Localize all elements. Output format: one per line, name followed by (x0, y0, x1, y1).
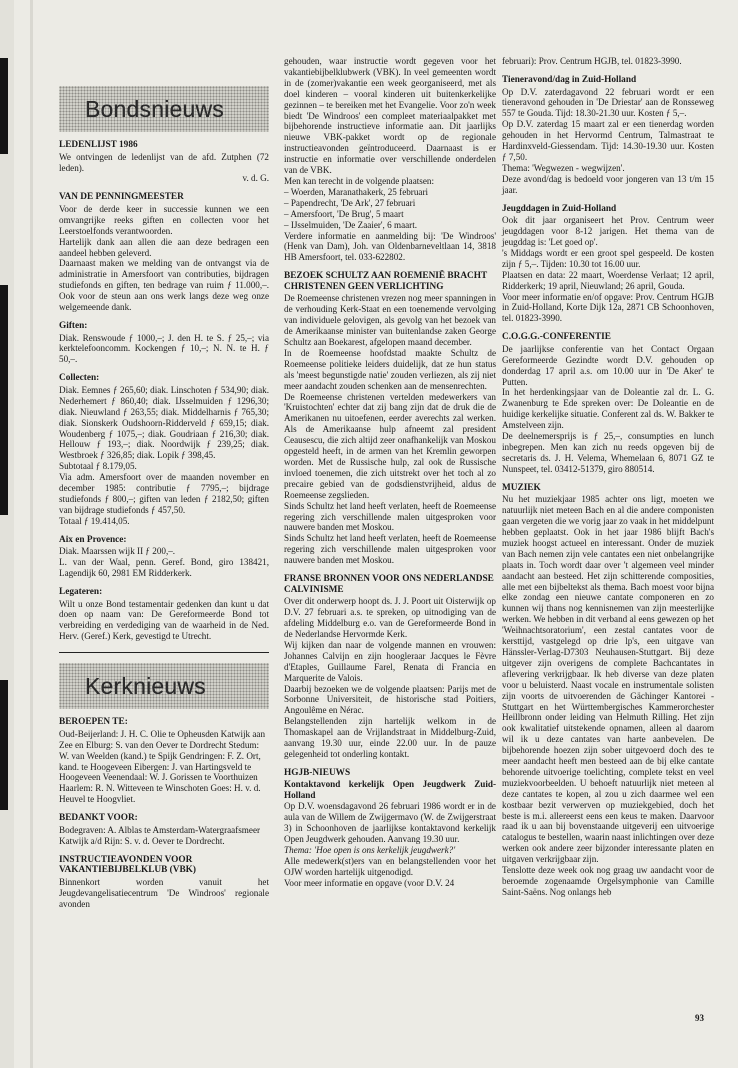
column-1 (59, 86, 269, 909)
paragraph: Diak. Eemnes ƒ 265,60; diak. Linschoten ƒ 534,90; diak. Nederhemert ƒ 860,40; diak. IJsselmuiden ƒ 1296,30; diak. Nieuwland ƒ 263,55; diak. Middelharnis ƒ 765,30; diak. Sionskerk Oudshoorn-Ridderveld ƒ 659,15; diak. Woudenberg ƒ 1075,–; diak. Goudriaan ƒ 216,30; diak. Hellouw ƒ 193,–; diak. Noordwijk ƒ 239,25; diak. Westbroek ƒ 326,85; diak. Lopik ƒ 398,45. (59, 384, 269, 461)
edge-mark (0, 285, 8, 515)
edge-mark (0, 58, 8, 154)
column-3 (502, 56, 714, 898)
paragraph: De jaarlijkse conferentie van het Contact Orgaan Gereformeerde Gezindte wordt D.V. gehouden op donderdag 17 april a.s. om 10.00 uur in 'De Aker' te Putten. (502, 343, 714, 387)
paragraph: Ook dit jaar organiseert het Prov. Centrum weer jeugddagen voor 8-12 jarigen. Het thema van de jeugddag is: 'Let goed op'. (502, 215, 714, 247)
paragraph: Belangstellenden zijn hartelijk welkom in de Thomaskapel aan de Vrijlandstraat in Middelburg-Zuid, aanvang 19.30 uur, einde 22.00 uur. In de pauze gelegenheid tot onderling kontakt. (284, 716, 496, 759)
paragraph: Men kan terecht in de volgende plaatsen: (284, 175, 435, 186)
paragraph: De Roemeense christenen vertelden medewerkers van 'Kruistochten' echter dat zij bang zijn dat de druk die de Amerikanen nu uitoefenen, eerder averechts zal werken. Als de Amerikaanse hulp afneemt zal president Ceausescu, die zich altijd zeer onafhankelijk van Moskou opgesteld heeft, in de armen van het Kremlin geworpen worden. Met de Russische hulp, zal ook de Russische invloed toenemen, die zich uitstrekt over het toch al zo precaire gebied van de godsdienstvrijheid, aldus de Roemeense zegslieden. (284, 391, 496, 500)
heading-jeugddagen: Jeugddagen in Zuid-Holland (502, 203, 617, 214)
heading-franse-bronnen: FRANSE BRONNEN VOOR ONS NEDERLANDSE CALVINISME (284, 574, 494, 595)
heading-muziek: MUZIEK (502, 482, 541, 493)
paragraph: Wij kijken dan naar de volgende mannen en vrouwen: Johannes Calvijn en zijn hoogleraar Jacques le Fèvre d'Etaples, Guillaume Farel, Renata di Francia en Marquerite de Valois. (284, 639, 496, 683)
paragraph: Op D.V. woensdagavond 26 februari 1986 wordt er in de aula van de Willem de Zwijgermavo (W. de Zwijgerstraat 3) in Schoonhoven de jaarlijkse kontaktavond kerkelijk Open Jeugdwerk gehouden. Aanvang 19.30 uur. (284, 801, 496, 844)
paragraph: Via adm. Amersfoort over de maanden november en december 1985: contributie ƒ 7795,–; bijdrage studiefonds ƒ 800,–; giften van leden ƒ 2182,50; giften van bijdrage studiefonds ƒ 457,50. (59, 472, 269, 515)
heading-cogg: C.O.G.G.-CONFERENTIE (502, 332, 611, 343)
paragraph: Diak. Renswoude ƒ 1000,–; J. den H. te S. ƒ 25,–; via kerktelefooncomm. Kockengen ƒ 10,–; N. N. te H. ƒ 50,–. (59, 332, 269, 365)
page-number: 93 (695, 1013, 704, 1023)
section-title: Kerknieuws (85, 672, 206, 699)
section-title: Bondsnieuws (85, 95, 225, 122)
paragraph: gehouden, waar instructie wordt gegeven voor het vakantiebijbelklubwerk (VBK). In veel gemeenten wordt in de (zomer)vakantie een week georganiseerd, met als doel kinderen – vooral kinderen uit buitenkerkelijke gezinnen – te bereiken met het Evangelie. Voor zo'n week biedt 'De Windroos' een compleet materiaalpakket met bijbehorende instructieve informatie aan. Dit jaarlijks nieuwe VBK-pakket wordt op de regionale instructieavonden geïntroduceerd. Daarnaast is er instructie en informatie over verschillende onderdelen van de VBK. (284, 56, 496, 176)
subtotal: Subtotaal ƒ 8.179,05. (59, 461, 137, 472)
paragraph: Thema: 'Hoe open is ons kerkelijk jeugdwerk?' (284, 844, 456, 855)
heading-tieneravond: Tieneravond/dag in Zuid-Holland (502, 74, 637, 85)
heading-schultz: BEZOEK SCHULTZ AAN ROEMENIË BRACHT CHRISTENEN GEEN VERLICHTING (284, 271, 488, 292)
paragraph: Oud-Beijerland: J. H. C. Olie te Opheusden Katwijk aan Zee en Elburg: S. van den Oever te Dordrecht Stedum: W. van Weelden (kand.) te Spijk Gendringen: F. Z. Ort, kand. te Hoogeveen Eibergen: J. van Hartingsveld te Hoogeveen Veenendaal: W. J. Gorissen te Voorthuizen Haarlem: R. N. Witteveen te Winschoten Goes: H. v. d. Heuvel te Hoogvliet. (59, 728, 266, 805)
heading-hgjb: HGJB-NIEUWS (284, 767, 351, 778)
section-banner-bondsnieuws (59, 86, 269, 132)
paragraph: Hartelijk dank aan allen die aan deze bedragen een aandeel hebben geleverd. (59, 236, 269, 258)
paragraph: Nu het muziekjaar 1985 achter ons ligt, moeten we natuurlijk niet meteen Bach en al die andere componisten gaan vergeten die we vorig jaar zo vaak in het middelpunt hebben geplaatst. Ook in het jaar 1986 blijft Bach's muziek hoogst actueel en interessant. Onder de muziek van Bach nemen zijn vele cantates een niet onbelangrijke plaats in. Toch wordt daar over 't algemeen veel minder aandacht aan besteed. Het zijn schitterende composities, alle met een bijbeltekst als thema. Bach moest voor bijna elke zondag een nieuwe cantate componeren en zo kunnen wij thans nog kennisnemen van zijn meesterlijke werken. We hebben in dit verband al eens gewezen op het 'Weihnachtsoratorium', een zestal cantates voor de kersttijd, vastgelegd op drie lp's, een uitgave van Hänssler-Verlag-D7303 Neuhausen-Stuttgart. Bij deze uitgever zijn overigens de complete Bachcantates in aflevering verkrijgbaar. Ik heb diverse van deze platen voor u beluisterd. Naast vocale en instrumentale solisten zijn voorts de uitvoerenden de Gächinger Kantorei - Stuttgart en het Württembergisches Kammerorchester Heillbronn onder leiding van Helmuth Rilling. Het zijn ook kwalitatief uitstekende opnamen, alleen al daarom wil ik u deze cantates van harte aanbevelen. De bijbehorende hoezen zijn sober uitgevoerd doch des te meer aandacht heeft men besteed aan de bij elke cantate behorende uitvoerige toelichting, complete tekst en veel muziekvoorbeelden. U behoeft natuurlijk niet meteen al deze cantates te kopen, al zou u zich daarmee wel een kostbaar bezit verwerven op muziekgebied, doch het beste is m.i. allereerst eens een keus te maken. Daarvoor raad ik u aan bij bovenstaande uitgeverij een uitvoerige catalogus te bestellen, waarin naast inlichtingen over deze werken ook andere zeer bijzonder interessante platen en uitgaven verkrijgbaar zijn. (502, 494, 714, 865)
heading-instructie: INSTRUCTIEAVONDEN VOOR VAKANTIEBIJBELKLUB (VBK) (59, 854, 196, 876)
paragraph: Op D.V. zaterdagavond 22 februari wordt er een tieneravond gehouden in 'De Driestar' aan de Ronsseweg 557 te Gouda. Tijd: 18.30-21.30 uur. Kosten ƒ 5,–. (502, 86, 714, 119)
total: Totaal ƒ 19.414,05. (59, 515, 130, 526)
paragraph: Binnenkort worden vanuit het Jeugdevangelisatiecentrum 'De Windroos' regionale avonden (59, 876, 269, 909)
paragraph: 's Middags wordt er een groot spel gespeeld. De kosten zijn ƒ 5,–. Tijden: 10.30 tot 16.00 uur. (502, 247, 714, 269)
paragraph: Plaatsen en data: 22 maart, Woerdense Verlaat; 12 april, Ridderkerk; 19 april, Nieuwland; 26 april, Gouda. (502, 269, 714, 291)
paragraph: Alle medewerk(st)ers van en belangstellenden voor het OJW worden hartelijk uitgenodigd. (284, 855, 496, 877)
heading-beroepen: BEROEPEN TE: (59, 717, 128, 728)
page-fold (30, 0, 33, 1068)
heading-bedankt: BEDANKT VOOR: (59, 813, 138, 824)
paragraph: Op D.V. zaterdag 15 maart zal er een tienerdag worden gehouden in het Hervormd Centrum, Talmastraat te Hardinxveld-Giessendam. Tijd: 14.30-19.30 uur. Kosten ƒ 7,50. (502, 119, 714, 162)
heading-collecten: Collecten: (59, 373, 100, 384)
heading-provence: Aix en Provence: (59, 534, 127, 545)
paragraph: Daarbij bezoeken we de volgende plaatsen: Parijs met de Sorbonne Universiteit, de historische stad Poitiers, Angoulême en Nérac. (284, 683, 496, 716)
paragraph: We ontvingen de ledenlijst van de afd. Zutphen (72 leden). (59, 151, 269, 173)
heading-giften: Giften: (59, 320, 88, 331)
list-item: – IJsselmuiden, 'De Zaaier', 6 maart. (284, 220, 496, 231)
paragraph: Sinds Schultz het land heeft verlaten, heeft de Roemeense regering zich verschillende malen uitgesproken voor nauwere banden met Moskou. (284, 533, 496, 566)
paragraph: Voor meer informatie en/of opgave: Prov. Centrum HGJB in Zuid-Holland, Korte Dijk 12a, 2871 CB Schoonhoven, tel. 01823-3990. (502, 291, 714, 324)
paragraph: Verdere informatie en aanmelding bij: 'De Windroos' (Henk van Dam), Joh. van Oldenbarneveltlaan 14, 3818 HB Amersfoort, tel. 033-622802. (284, 230, 496, 263)
places-list (284, 187, 496, 231)
paragraph: Bodegraven: A. Alblas te Amsterdam-Watergraafsmeer Katwijk a/d Rijn: S. v. d. Oever te Dordrecht. (59, 824, 261, 846)
signature: v. d. G. (242, 173, 269, 184)
paragraph: Diak. Maarssen wijk II ƒ 200,–. (59, 546, 176, 557)
paragraph: Sinds Schultz het land heeft verlaten, heeft de Roemeense regering zich verschillende malen uitgesproken voor nauwere banden met Moskou. (284, 500, 496, 533)
subheading-kontaktavond: Kontaktavond kerkelijk Open Jeugdwerk Zuid-Holland (284, 779, 496, 801)
divider (59, 652, 269, 653)
edge-mark (0, 680, 8, 810)
heading-ledenlijst: LEDENLIJST 1986 (59, 140, 138, 150)
section-banner-kerknieuws (59, 663, 269, 709)
list-item: – Woerden, Maranathakerk, 25 februari (284, 187, 496, 198)
list-item: – Papendrecht, 'De Ark', 27 februari (284, 198, 496, 209)
paragraph: Wilt u onze Bond testamentair gedenken dan kunt u dat doen op naam van: De Gereformeerde Bond tot verbreiding en verdediging van de waarheid in de Ned. Herv. (Geref.) Kerk, gevestigd te Utrecht. (59, 598, 269, 642)
column-2 (284, 56, 496, 889)
paragraph: februari): Prov. Centrum HGJB, tel. 01823-3990. (502, 56, 682, 66)
heading-legateren: Legateren: (59, 586, 103, 597)
list-item: – Amersfoort, 'De Brug', 5 maart (284, 209, 496, 220)
paragraph: Thema: 'Wegwezen - wegwijzen'. (502, 162, 625, 173)
paragraph: Tenslotte deze week ook nog graag uw aandacht voor de beroemde zogenaamde Orgelsymphonie van Camille Saint-Saëns. Nog onlangs heb (502, 865, 714, 897)
paragraph: In het herdenkingsjaar van de Doleantie zal dr. L. G. Zwanenburg te Ede spreken over: De Doleantie en de huidige kerkelijke situatie. Conferent zal ds. W. Bakker te Amstelveen zijn. (502, 387, 714, 431)
paragraph: Over dit onderwerp hoopt ds. J. J. Poort uit Oisterwijk op D.V. 27 februari a.s. te spreken, op uitnodiging van de afdeling Middelburg e.o. van de Gereformeerde Bond in de Nederlandse Hervormde Kerk. (284, 596, 496, 639)
heading-penningmeester: VAN DE PENNINGMEESTER (59, 192, 184, 203)
paragraph: Voor meer informatie en opgave (voor D.V. 24 (284, 877, 455, 888)
paragraph: L. van der Waal, penn. Geref. Bond, giro 138421, Lagendijk 60, 2981 EM Ridderkerk. (59, 557, 269, 579)
paragraph: De deelnemersprijs is ƒ 25,–, consumpties en lunch inbegrepen. Men kan zich nu reeds opgeven bij de secretaris ds. J. H. Velema, Whemelaan 6, 8071 GZ te Nunspeet, tel. 03412-51379, giro 880514. (502, 431, 714, 474)
paragraph: Deze avond/dag is bedoeld voor jongeren van 13 t/m 15 jaar. (502, 173, 714, 195)
paragraph: Voor de derde keer in successie kunnen we een omvangrijke reeks giften en collecten voor het Leerstoelfonds verantwoorden. (59, 203, 269, 236)
paragraph: Daarnaast maken we melding van de ontvangst via de administratie in Amersfoort van contributies, bijdragen studiefonds en giften, ten bedrage van ruim ƒ 11.000,–. Ook voor de steun aan ons werk langs deze weg onze welgemeende dank. (59, 258, 269, 313)
page-edge (0, 0, 14, 1068)
paragraph: In de Roemeense hoofdstad maakte Schultz de Roemeense politieke leiders duidelijk, dat ze hun status als 'meest begunstigde natie' zouden verliezen, als zij niet meer aandacht zouden schenken aan de mensenrechten. (284, 347, 496, 391)
paragraph: De Roemeense christenen vrezen nog meer spanningen in de verhouding Kerk-Staat en een toenemende vervolging van individuele gelovigen, als gevolg van het bezoek van de Amerikaanse minister van buitenlandse zaken George Schultz aan Boekarest, afgelopen maand december. (284, 293, 496, 348)
